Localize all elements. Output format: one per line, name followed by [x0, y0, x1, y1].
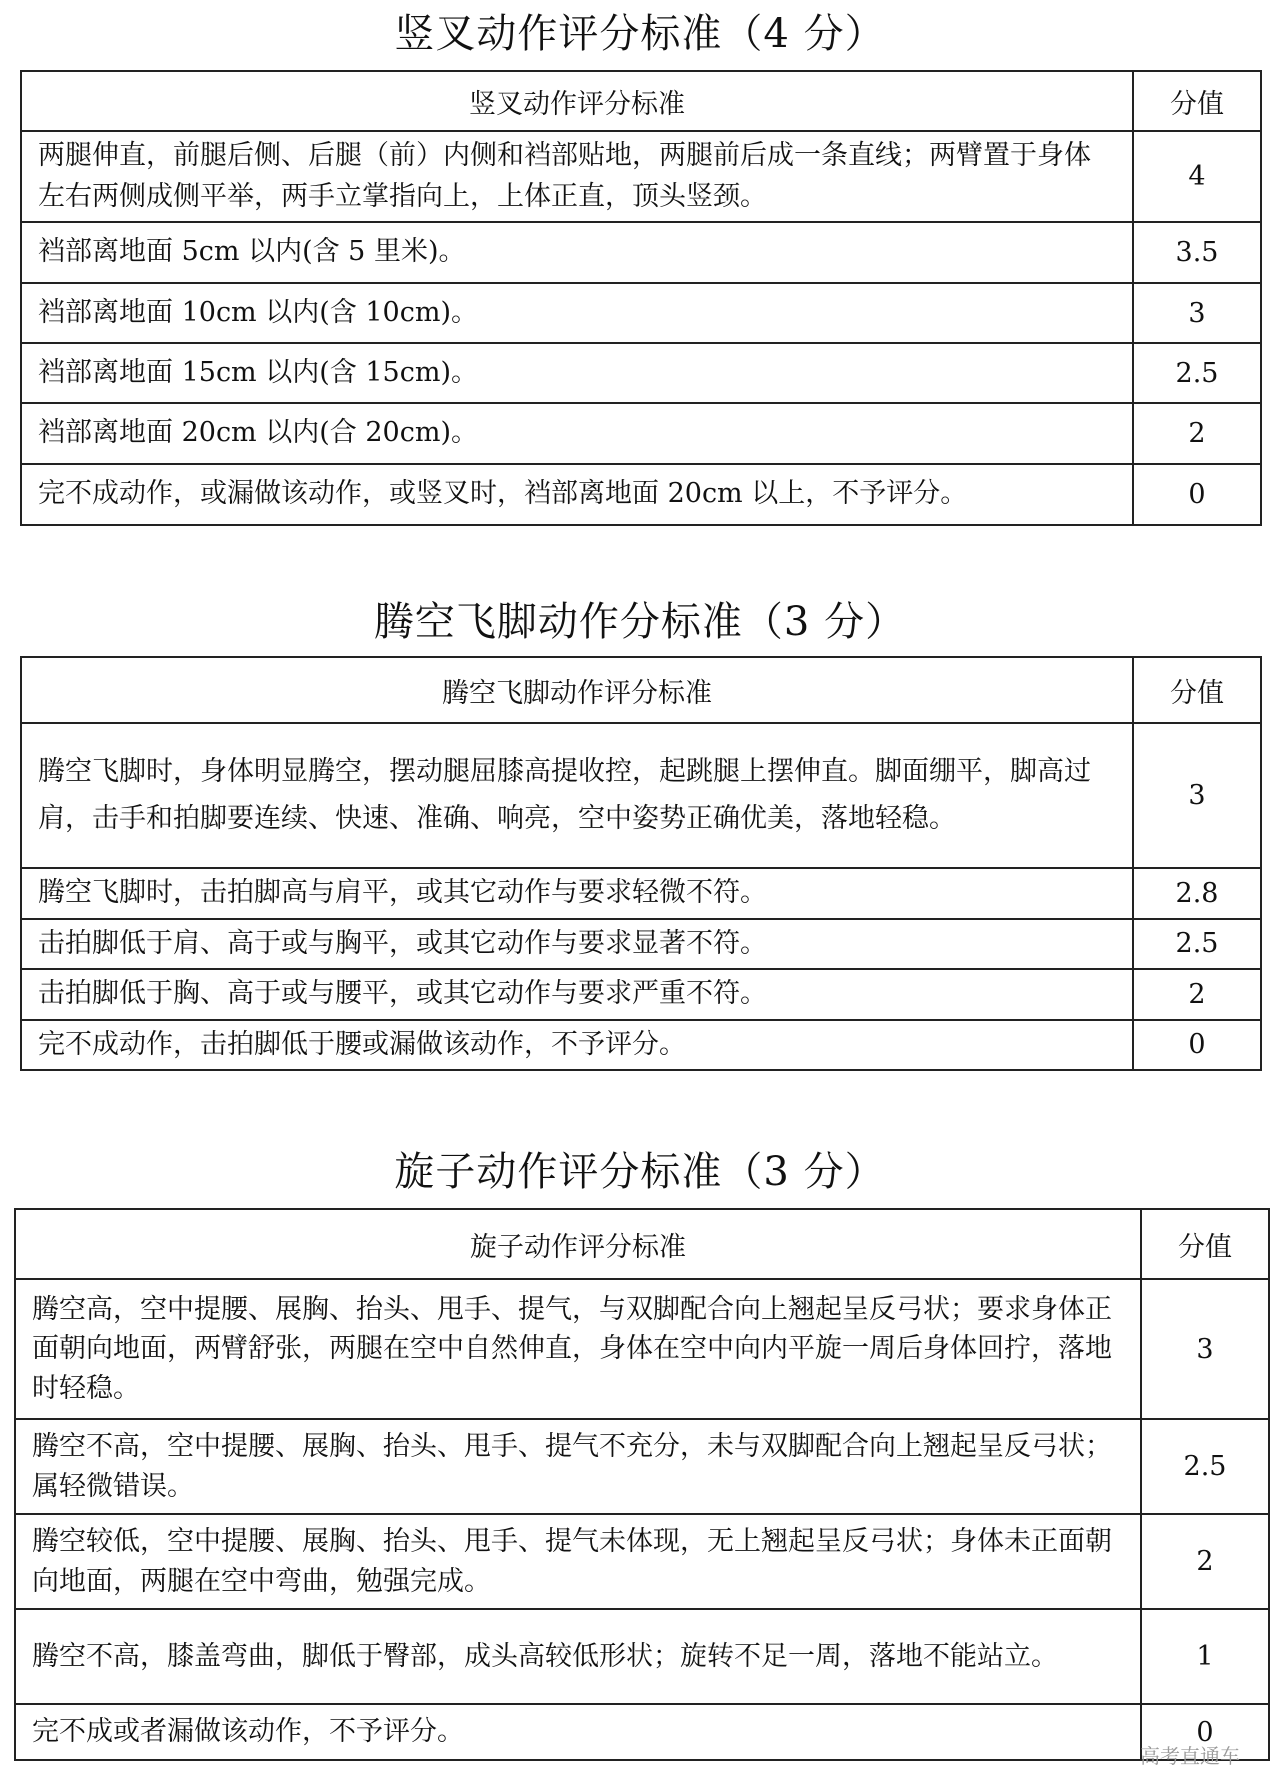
- table-row: [21, 868, 1261, 919]
- score-cell: 2.5: [1133, 343, 1261, 403]
- table-row: [15, 1419, 1269, 1514]
- score-cell: 0: [1133, 464, 1261, 525]
- table-row: [21, 464, 1261, 525]
- section-1-table: [20, 70, 1262, 526]
- criteria-cell: 裆部离地面 15cm 以内(含 15cm)。: [21, 343, 1133, 403]
- criteria-cell: 完不成动作，或漏做该动作，或竖叉时，裆部离地面 20cm 以上，不予评分。: [21, 464, 1133, 525]
- table-row: [21, 222, 1261, 283]
- criteria-cell: 腾空较低，空中提腰、展胸、抬头、甩手、提气未体现，无上翘起呈反弓状；身体未正面朝向地面，两腿在空中弯曲，勉强完成。: [15, 1514, 1141, 1609]
- table-row: [21, 403, 1261, 464]
- section-2-title: 腾空飞脚动作分标准（3 分）: [373, 599, 907, 645]
- table-header-row: [21, 71, 1261, 131]
- criteria-cell: 完不成或者漏做该动作，不予评分。: [15, 1704, 1141, 1760]
- table-row: [21, 283, 1261, 343]
- column-header-score: 分值: [1141, 1209, 1269, 1279]
- score-cell: 2: [1141, 1514, 1269, 1609]
- table-row: [15, 1704, 1269, 1760]
- score-cell: 0: [1141, 1704, 1269, 1760]
- score-cell: 2.5: [1141, 1419, 1269, 1514]
- table-row: [21, 723, 1261, 868]
- table-header-row: [21, 657, 1261, 723]
- section-2-table: [20, 656, 1262, 1071]
- criteria-cell: 裆部离地面 20cm 以内(合 20cm)。: [21, 403, 1133, 464]
- table-row: [21, 1020, 1261, 1071]
- score-cell: 2: [1133, 403, 1261, 464]
- score-cell: 2.5: [1133, 919, 1261, 970]
- table-row: [21, 131, 1261, 222]
- column-header-desc: 旋子动作评分标准: [15, 1209, 1141, 1279]
- score-cell: 3: [1133, 723, 1261, 868]
- column-header-desc: 竖叉动作评分标准: [21, 71, 1133, 131]
- score-cell: 2.8: [1133, 868, 1261, 919]
- score-cell: 3: [1141, 1279, 1269, 1419]
- score-cell: 3.5: [1133, 222, 1261, 283]
- table-row: [15, 1609, 1269, 1704]
- criteria-cell: 腾空飞脚时，身体明显腾空，摆动腿屈膝高提收控，起跳腿上摆伸直。脚面绷平，脚高过肩，击手和拍脚要连续、快速、准确、响亮，空中姿势正确优美，落地轻稳。: [21, 723, 1133, 868]
- criteria-cell: 击拍脚低于肩、高于或与胸平，或其它动作与要求显著不符。: [21, 919, 1133, 970]
- score-cell: 2: [1133, 969, 1261, 1020]
- column-header-score: 分值: [1133, 71, 1261, 131]
- table-row: [21, 969, 1261, 1020]
- column-header-desc: 腾空飞脚动作评分标准: [21, 657, 1133, 723]
- score-cell: 4: [1133, 131, 1261, 222]
- criteria-cell: 腾空不高，空中提腰、展胸、抬头、甩手、提气不充分，未与双脚配合向上翘起呈反弓状；属轻微错误。: [15, 1419, 1141, 1514]
- table-row: [21, 343, 1261, 403]
- table-header-row: [15, 1209, 1269, 1279]
- criteria-cell: 两腿伸直，前腿后侧、后腿（前）内侧和裆部贴地，两腿前后成一条直线；两臂置于身体左右两侧成侧平举，两手立掌指向上，上体正直，顶头竖颈。: [21, 131, 1133, 222]
- section-3-title: 旋子动作评分标准（3 分）: [394, 1149, 886, 1195]
- criteria-cell: 腾空高，空中提腰、展胸、抬头、甩手、提气，与双脚配合向上翘起呈反弓状；要求身体正面朝向地面，两臂舒张，两腿在空中自然伸直，身体在空中向内平旋一周后身体回拧，落地时轻稳。: [15, 1279, 1141, 1419]
- table-row: [15, 1514, 1269, 1609]
- watermark-text: 高考直通车: [1140, 1744, 1240, 1768]
- score-cell: 1: [1141, 1609, 1269, 1704]
- table-row: [15, 1279, 1269, 1419]
- table-row: [21, 919, 1261, 970]
- section-1-title: 竖叉动作评分标准（4 分）: [394, 11, 886, 57]
- score-cell: 0: [1133, 1020, 1261, 1071]
- criteria-cell: 腾空不高，膝盖弯曲，脚低于臀部，成头高较低形状；旋转不足一周，落地不能站立。: [15, 1609, 1141, 1704]
- criteria-cell: 完不成动作，击拍脚低于腰或漏做该动作，不予评分。: [21, 1020, 1133, 1071]
- column-header-score: 分值: [1133, 657, 1261, 723]
- score-cell: 3: [1133, 283, 1261, 343]
- criteria-cell: 裆部离地面 10cm 以内(含 10cm)。: [21, 283, 1133, 343]
- criteria-cell: 击拍脚低于胸、高于或与腰平，或其它动作与要求严重不符。: [21, 969, 1133, 1020]
- section-3-table: [14, 1208, 1270, 1761]
- criteria-cell: 裆部离地面 5cm 以内(含 5 里米)。: [21, 222, 1133, 283]
- criteria-cell: 腾空飞脚时，击拍脚高与肩平，或其它动作与要求轻微不符。: [21, 868, 1133, 919]
